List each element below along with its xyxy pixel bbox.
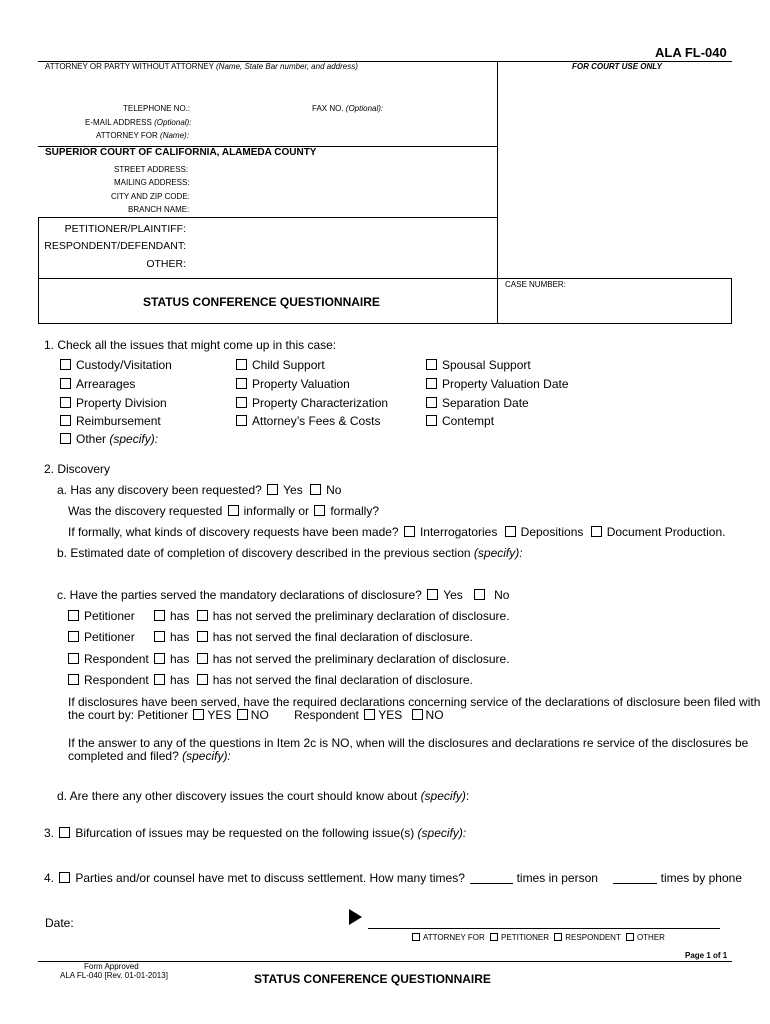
case-number-label: CASE NUMBER: <box>505 280 566 289</box>
has-not-checkbox[interactable] <box>197 674 208 685</box>
party-checkbox[interactable] <box>68 674 79 685</box>
attorney-for-label: ATTORNEY FOR (Name): <box>96 131 189 140</box>
issue-separation-date[interactable]: Separation Date <box>426 396 529 410</box>
other-checkbox[interactable] <box>626 933 634 941</box>
issue-arrearages[interactable]: Arrearages <box>60 377 135 391</box>
issue-property-valuation-date[interactable]: Property Valuation Date <box>426 377 569 391</box>
fax-label: FAX NO. (Optional): <box>312 104 384 113</box>
has-checkbox[interactable] <box>154 653 165 664</box>
issue-property-division[interactable]: Property Division <box>60 396 167 410</box>
attorney-for-checkbox[interactable] <box>412 933 420 941</box>
declarations-filed-line1: If disclosures have been served, have the required declarations concerning service of the declarations of disclosure been filed with <box>68 695 761 709</box>
issue-child-support[interactable]: Child Support <box>236 358 325 372</box>
petitioner-label: PETITIONER/PLAINTIFF: <box>64 223 186 235</box>
answer-no-line1: If the answer to any of the questions in Item 2c is NO, when will the disclosures and declarations re service of the disclosures be <box>68 736 749 750</box>
no-checkbox[interactable] <box>310 484 321 495</box>
checkbox[interactable] <box>426 415 437 426</box>
disclosure-row-status: has has not served the preliminary declaration of disclosure. <box>154 609 510 623</box>
discovery-requested-row: a. Has any discovery been requested? Yes No <box>57 483 342 497</box>
discovery-kinds-row: If formally, what kinds of discovery requests have been made? Interrogatories Depositions Document Production. <box>68 525 726 539</box>
discovery-manner-row: Was the discovery requested informally or formally? <box>68 504 380 518</box>
page-number: Page 1 of 1 <box>685 951 728 960</box>
checkbox[interactable] <box>236 378 247 389</box>
caption-bottom-rule <box>38 323 732 324</box>
petitioner-checkbox[interactable] <box>490 933 498 941</box>
in-person-count-field[interactable] <box>470 872 513 884</box>
checkbox[interactable] <box>236 397 247 408</box>
form-id: ALA FL-040 <box>655 45 727 60</box>
checkbox[interactable] <box>60 397 71 408</box>
court-use-label: FOR COURT USE ONLY <box>572 62 662 71</box>
interrogatories-checkbox[interactable] <box>404 526 415 537</box>
disclosure-served-row: c. Have the parties served the mandatory declarations of disclosure? Yes No <box>57 588 510 602</box>
disclosure-row-status: has has not served the preliminary declaration of disclosure. <box>154 652 510 666</box>
mailing-label: MAILING ADDRESS: <box>114 178 190 187</box>
yes-checkbox[interactable] <box>267 484 278 495</box>
party-checkbox[interactable] <box>68 610 79 621</box>
respondent-checkbox[interactable] <box>554 933 562 941</box>
party-checkbox[interactable] <box>68 631 79 642</box>
footer-title: STATUS CONFERENCE QUESTIONNAIRE <box>254 972 491 986</box>
disclosure-row-status: has has not served the final declaration of disclosure. <box>154 630 473 644</box>
footer-rule <box>38 961 732 962</box>
checkbox[interactable] <box>60 433 71 444</box>
no-checkbox[interactable] <box>474 589 485 600</box>
section1-prompt: 1. Check all the issues that might come up in this case: <box>44 338 337 352</box>
disclosure-row-status: has has not served the final declaration of disclosure. <box>154 673 473 687</box>
checkbox[interactable] <box>236 359 247 370</box>
declarations-filed-line2: the court by: Petitioner YES NO Respondent YES NO <box>68 708 444 722</box>
disclosure-row: Petitioner <box>68 609 135 623</box>
form-approved: Form Approved <box>84 962 139 971</box>
issue-reimbursement[interactable]: Reimbursement <box>60 414 161 428</box>
telephone-label: TELEPHONE NO.: <box>123 104 191 113</box>
answer-no-line2: completed and filed? (specify): <box>68 749 231 763</box>
issue-contempt[interactable]: Contempt <box>426 414 494 428</box>
petitioner-no-checkbox[interactable] <box>237 709 248 720</box>
formally-checkbox[interactable] <box>314 505 325 516</box>
section2-heading: 2. Discovery <box>44 462 111 476</box>
issue-custody[interactable]: Custody/Visitation <box>60 358 172 372</box>
yes-checkbox[interactable] <box>427 589 438 600</box>
parties-box-rule <box>38 278 732 279</box>
has-not-checkbox[interactable] <box>197 610 208 621</box>
respondent-yes-checkbox[interactable] <box>364 709 375 720</box>
informally-checkbox[interactable] <box>228 505 239 516</box>
sign-here-arrow-icon <box>349 909 362 925</box>
party-checkbox[interactable] <box>68 653 79 664</box>
petitioner-yes-checkbox[interactable] <box>193 709 204 720</box>
street-label: STREET ADDRESS: <box>114 165 189 174</box>
date-label: Date: <box>45 916 74 930</box>
branch-label: BRANCH NAME: <box>128 205 190 214</box>
has-not-checkbox[interactable] <box>197 631 208 642</box>
discovery-completion-row: b. Estimated date of completion of discovery described in the previous section (specify): <box>57 546 523 560</box>
has-not-checkbox[interactable] <box>197 653 208 664</box>
signature-line[interactable] <box>368 928 720 929</box>
other-label: OTHER: <box>146 258 186 270</box>
respondent-label: RESPONDENT/DEFENDANT: <box>44 240 186 252</box>
court-name: SUPERIOR COURT OF CALIFORNIA, ALAMEDA COUNTY <box>45 147 317 158</box>
settlement-checkbox[interactable] <box>59 872 70 883</box>
court-box-rule <box>38 217 498 218</box>
by-phone-count-field[interactable] <box>613 872 657 884</box>
section3-bifurcation: 3. Bifurcation of issues may be requested on the following issue(s) (specify): <box>44 826 467 840</box>
city-label: CITY AND ZIP CODE: <box>111 192 190 201</box>
has-checkbox[interactable] <box>154 674 165 685</box>
issue-property-valuation[interactable]: Property Valuation <box>236 377 350 391</box>
respondent-no-checkbox[interactable] <box>412 709 423 720</box>
other-discovery-issues: d. Are there any other discovery issues the court should know about (specify): <box>57 789 470 803</box>
disclosure-row: Respondent <box>68 673 149 687</box>
checkbox[interactable] <box>426 359 437 370</box>
issue-spousal-support[interactable]: Spousal Support <box>426 358 531 372</box>
checkbox[interactable] <box>60 378 71 389</box>
form-title: STATUS CONFERENCE QUESTIONNAIRE <box>143 295 380 309</box>
disclosure-row: Respondent <box>68 652 149 666</box>
checkbox[interactable] <box>426 397 437 408</box>
checkbox[interactable] <box>236 415 247 426</box>
issue-other[interactable]: Other (specify): <box>60 432 158 446</box>
form-revision: ALA FL-040 [Rev. 01-01-2013] <box>60 971 168 980</box>
checkbox[interactable] <box>60 359 71 370</box>
issue-property-characterization[interactable]: Property Characterization <box>236 396 388 410</box>
checkbox[interactable] <box>426 378 437 389</box>
depositions-checkbox[interactable] <box>505 526 516 537</box>
section4-settlement: 4. Parties and/or counsel have met to discuss settlement. How many times? times in person times by phone <box>44 871 743 885</box>
caption-right-edge <box>731 278 732 324</box>
has-checkbox[interactable] <box>154 631 165 642</box>
caption-left-edge <box>38 217 39 324</box>
has-checkbox[interactable] <box>154 610 165 621</box>
issue-attorney-fees[interactable]: Attorney’s Fees & Costs <box>236 414 381 428</box>
disclosure-row: Petitioner <box>68 630 135 644</box>
bifurcation-checkbox[interactable] <box>59 827 70 838</box>
checkbox[interactable] <box>60 415 71 426</box>
email-label: E-MAIL ADDRESS (Optional): <box>85 118 192 127</box>
court-use-divider <box>497 61 498 324</box>
document-production-checkbox[interactable] <box>591 526 602 537</box>
attorney-label: ATTORNEY OR PARTY WITHOUT ATTORNEY (Name, State Bar number, and address) <box>45 62 358 71</box>
signer-capacity-options: ATTORNEY FOR PETITIONER RESPONDENT OTHER <box>412 933 665 943</box>
